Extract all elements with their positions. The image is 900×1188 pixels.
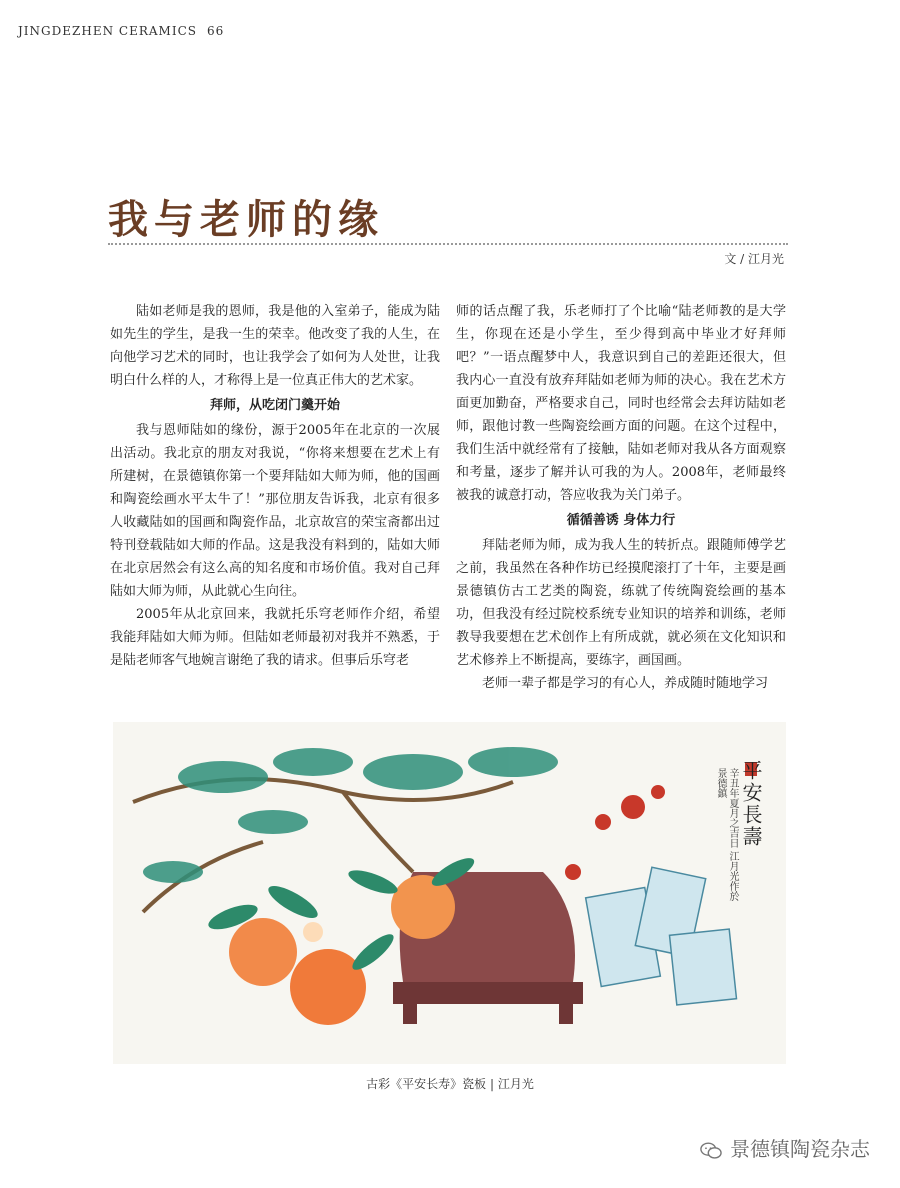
porcelain-painting [113,722,786,1064]
left-column [110,300,440,672]
paragraph: 2005年从北京回来，我就托乐穹老师作介绍，希望我能拜陆如大师为师。但陆如老师最初对我并不熟悉，于是陆老师客气地婉言谢绝了我的请求。但事后乐穹老 [110,607,440,668]
paragraph: 我与恩师陆如的缘份，源于2005年在北京的一次展出活动。我北京的朋友对我说，“你将来想要在艺术上有所建树，在景德镇你第一个要拜陆如大师为师，他的国画和陶瓷绘画水平太牛了！”那位朋友告诉我，北京有很多人收藏陆如的国画和陶瓷作品，北京故宫的荣宝斋都出过特刊登载陆如大师的作品。这是我没有料到的，陆如大师在北京居然会有这么高的知名度和市场价值。我对自己拜陆如大师为师，从此就心生向往。 [110,423,440,599]
inscription-title: 平安長壽 [739,760,763,848]
paragraph: 师的话点醒了我，乐老师打了个比喻“陆老师教的是大学生，你现在还是小学生，至少得到高中毕业才好拜师吧？”一语点醒梦中人，我意识到自己的差距还很大，但我内心一直没有放弃拜陆如老师为师的决心。我在艺术方面更加勤奋，严格要求自己，同时也经常会去拜访陆如老师，跟他讨教一些陶瓷绘画方面的问题。在这个过程中，我们生活中就经常有了接触，陆如老师对我从各方面观察和考量，逐步了解并认可我的为人。2008年，老师最终被我的诚意打动，答应收我为关门弟子。 [456,304,786,503]
article-title: 我与老师的缘 [108,197,384,243]
running-header [18,24,224,38]
inscription-text: 辛丑年夏月之吉日 江月光作於景德鎮 [715,768,738,902]
paragraph: 陆如老师是我的恩师，我是他的入室弟子，能成为陆如先生的学生，是我一生的荣幸。他改变了我的人生，在向他学习艺术的同时，也让我学会了如何为人处世，让我明白什么样的人，才称得上是一位真正伟大的艺术家。 [110,304,440,388]
wechat-label: 景德镇陶瓷杂志 [730,1137,870,1161]
wechat-footer [700,1133,870,1162]
paragraph: 拜陆老师为师，成为我人生的转折点。跟随师傅学艺之前，我虽然在各种作坊已经摸爬滚打了十年，主要是画景德镇仿古工艺类的陶瓷，练就了传统陶瓷绘画的基本功，但我没有经过院校系统专业知识的培养和训练，老师教导我要想在艺术创作上有所成就，就必须在文化知识和艺术修养上不断提高，要练字，画国画。 [456,538,786,668]
pine-needles [143,747,558,883]
section-heading: 循循善诱 身体力行 [566,513,676,528]
right-column [456,300,786,695]
section-heading: 拜师，从吃闭门羹开始 [209,398,340,413]
byline: 文 / 江月光 [724,252,784,266]
wechat-icon [700,1140,722,1162]
page-number: 66 [206,24,225,38]
red-flowers [565,785,665,880]
paragraph: 老师一辈子都是学习的有心人，养成随时随地学习 [482,676,769,691]
artwork-caption: 古彩《平安长寿》瓷板 | 江月光 [366,1077,534,1091]
title-divider [108,243,788,245]
journal-name: JINGDEZHEN CERAMICS [18,24,197,38]
